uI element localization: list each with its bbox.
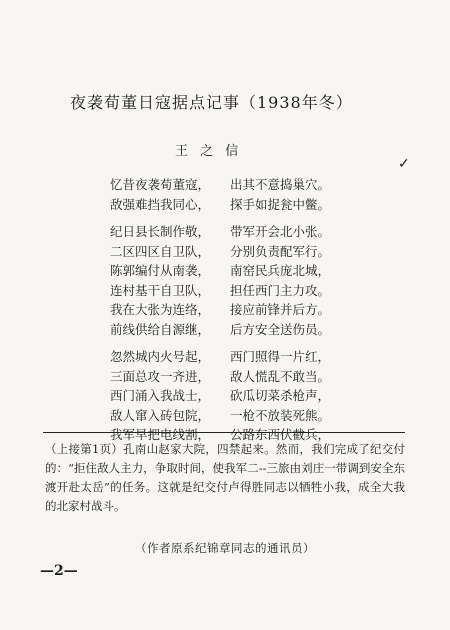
page-number: —2— (40, 563, 78, 579)
author-credit: （作者原系纪锦章同志的通讯员） (135, 541, 315, 555)
poem (110, 175, 370, 453)
poem-line-right: 探手如捉瓮中鳖。 (230, 196, 331, 212)
poem-line-right: 西门照得一片红， (230, 349, 331, 364)
poem-line (110, 406, 370, 426)
poem-line (110, 300, 370, 320)
poem-line-right: 后方安全送伤员。 (230, 321, 331, 337)
poem-stanza-3 (110, 347, 370, 445)
poem-line (110, 242, 370, 262)
poem-line (110, 347, 370, 367)
poem-line-right: 带军开会北小张。 (230, 224, 331, 239)
poem-line-left: 三面总攻一齐进， (110, 368, 211, 384)
poem-stanza-1 (110, 175, 370, 214)
poem-line (110, 222, 370, 242)
article-title: 夜袭荀董日寇据点记事（1938年冬） (70, 93, 353, 112)
poem-stanza-2 (110, 222, 370, 339)
poem-line-right: 砍瓜切菜杀枪声， (230, 388, 331, 403)
poem-line-left: 二区四区自卫队， (110, 243, 211, 259)
poem-line (110, 281, 370, 301)
poem-line (110, 261, 370, 281)
poem-line-right: 公路东西伏截兵， (230, 427, 331, 442)
poem-line-right: 担任西门主力攻。 (230, 282, 331, 298)
continuation-paragraph: （上接第1页）孔南山赵家大院，四禁起来。然而，我们完成了纪交付的：“拒住敌人主力，争取时间，使我军二--三旅由刘庄一带调到安全东渡开赴太岳”的任务。这就是纪交付卢得胜同志以牺牲小我，成全大我的北家村战斗。 (45, 442, 405, 513)
poem-line-left: 我军早把电线割， (110, 427, 211, 442)
poem-line (110, 320, 370, 340)
poem-line-left: 纪日县长制作敬， (110, 224, 211, 239)
poem-line (110, 195, 370, 215)
check-mark-icon: ✓ (398, 156, 410, 172)
poem-line-left: 前线供给自源继， (110, 321, 211, 337)
poem-line-left: 西门涌入我战士， (110, 388, 211, 403)
poem-line-left: 敌人窜入砖包院， (110, 407, 211, 423)
poem-line-right: 南窑民兵庞北城， (230, 263, 331, 278)
poem-line-right: 出其不意捣巢穴。 (230, 177, 331, 192)
poem-line-left: 忆昔夜袭荀董寇， (110, 177, 211, 192)
poem-line (110, 367, 370, 387)
poem-line-right: 分别负责配军行。 (230, 243, 331, 259)
poem-line (110, 386, 370, 406)
poem-line-left: 敌强难挡我同心， (110, 196, 211, 212)
poem-line-left: 陈郭编付从南袭， (110, 263, 211, 278)
poem-line-left: 忽然城内火号起， (110, 349, 211, 364)
poem-line-left: 连村基干自卫队， (110, 282, 211, 298)
poem-line-left: 我在大张为连络， (110, 302, 211, 317)
poem-line-right: 敌人慌乱不敢当。 (230, 368, 331, 384)
poem-line-right: 接应前锋并后方。 (230, 302, 331, 317)
author-name: 王 之 信 (175, 144, 243, 159)
poem-line-right: 一枪不放装死熊。 (230, 407, 331, 423)
poem-line (110, 175, 370, 195)
section-divider (43, 432, 405, 433)
